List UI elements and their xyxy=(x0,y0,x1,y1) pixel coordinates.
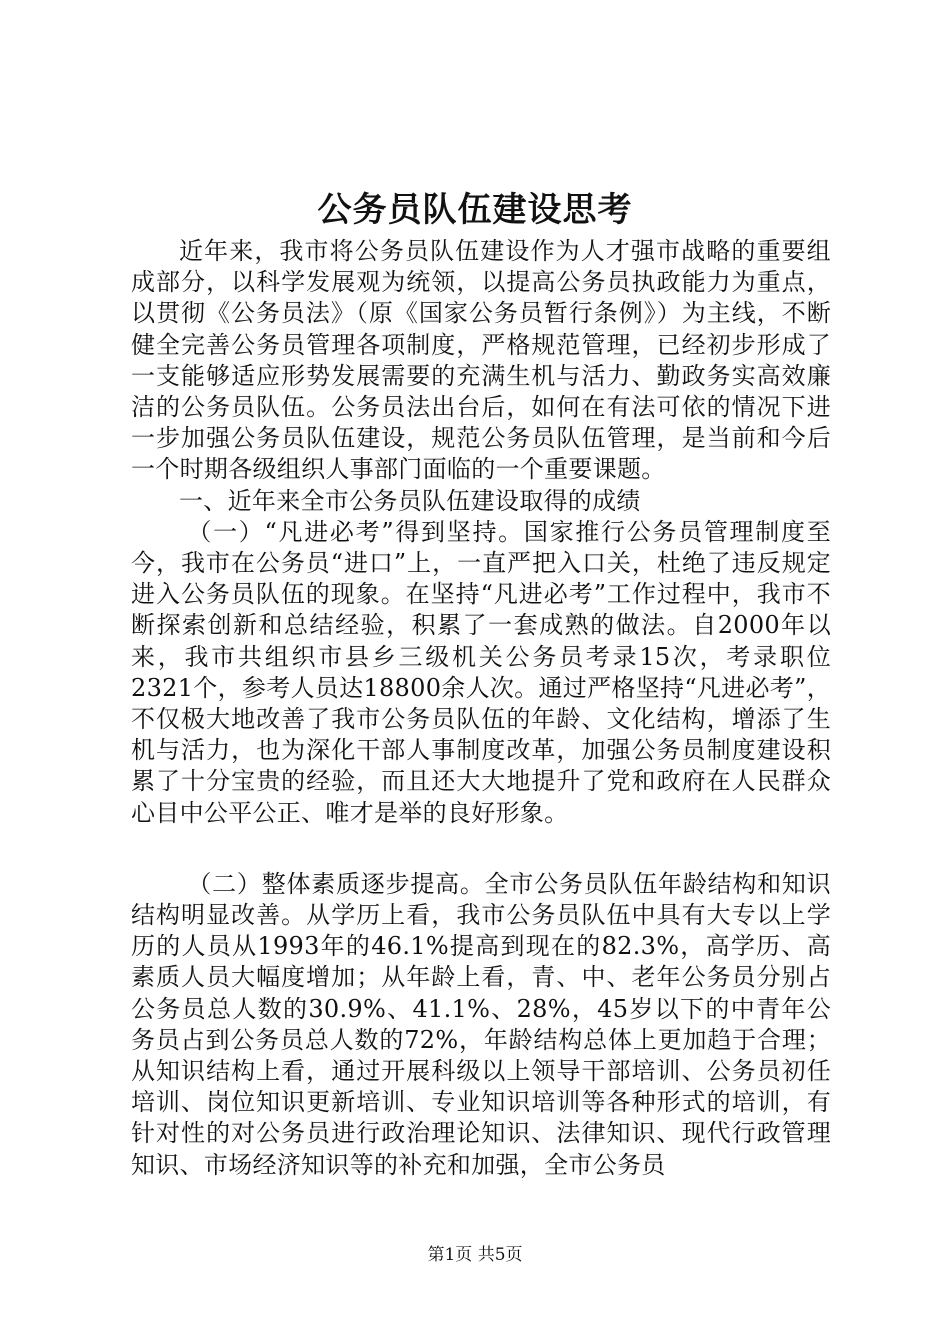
page-number-footer: 第1页 共5页 xyxy=(427,1245,523,1265)
document-body xyxy=(131,236,831,1181)
section-heading: 一、近年来全市公务员队伍建设取得的成绩 xyxy=(179,486,641,515)
subsection-paragraph-2: （二）整体素质逐步提高。全市公务员队伍年龄结构和知识结构明显改善。从学历上看，我市公务员队伍中具有大专以上学历的人员从1993年的46.1%提高到现在的82.3%，高学历、高素质人员大幅度增加；从年龄上看，青、中、老年公务员分别占公务员总人数的30.9%、41.1%、28%，45岁以下的中青年公务员占到公务员总人数的72%，年龄结构总体上更加趋于合理；从知识结构上看，通过开展科级以上领导干部培训、公务员初任培训、岗位知识更新培训、专业知识培训等各种形式的培训，有针对性的对公务员进行政治理论知识、法律知识、现代行政管理知识、市场经济知识等的补充和加强，全市公务员 xyxy=(131,869,831,1179)
document-title: 公务员队伍建设思考 xyxy=(317,190,633,230)
paragraph-spacer xyxy=(131,829,831,869)
subsection-paragraph-1: （一）“凡进必考”得到坚持。国家推行公务员管理制度至今，我市在公务员“进口”上，一直严把入口关，杜绝了违反规定进入公务员队伍的现象。在坚持“凡进必考”工作过程中，我市不断探索创新和总结经验，积累了一套成熟的做法。自2000年以来，我市共组织市县乡三级机关公务员考录15次，考录职位2321个，参考人员达18800余人次。通过严格坚持“凡进必考”，不仅极大地改善了我市公务员队伍的年龄、文化结构，增添了生机与活力，也为深化干部人事制度改革，加强公务员制度建设积累了十分宝贵的经验，而且还大大地提升了党和政府在人民群众心目中公平公正、唯才是举的良好形象。 xyxy=(131,517,831,827)
intro-paragraph: 近年来，我市将公务员队伍建设作为人才强市战略的重要组成部分，以科学发展观为统领，以提高公务员执政能力为重点，以贯彻《公务员法》（原《国家公务员暂行条例》）为主线，不断健全完善公务员管理各项制度，严格规范管理，已经初步形成了一支能够适应形势发展需要的充满生机与活力、勤政务实高效廉洁的公务员队伍。公务员法出台后，如何在有法可依的情况下进一步加强公务员队伍建设，规范公务员队伍管理，是当前和今后一个时期各级组织人事部门面临的一个重要课题。 xyxy=(131,237,831,484)
